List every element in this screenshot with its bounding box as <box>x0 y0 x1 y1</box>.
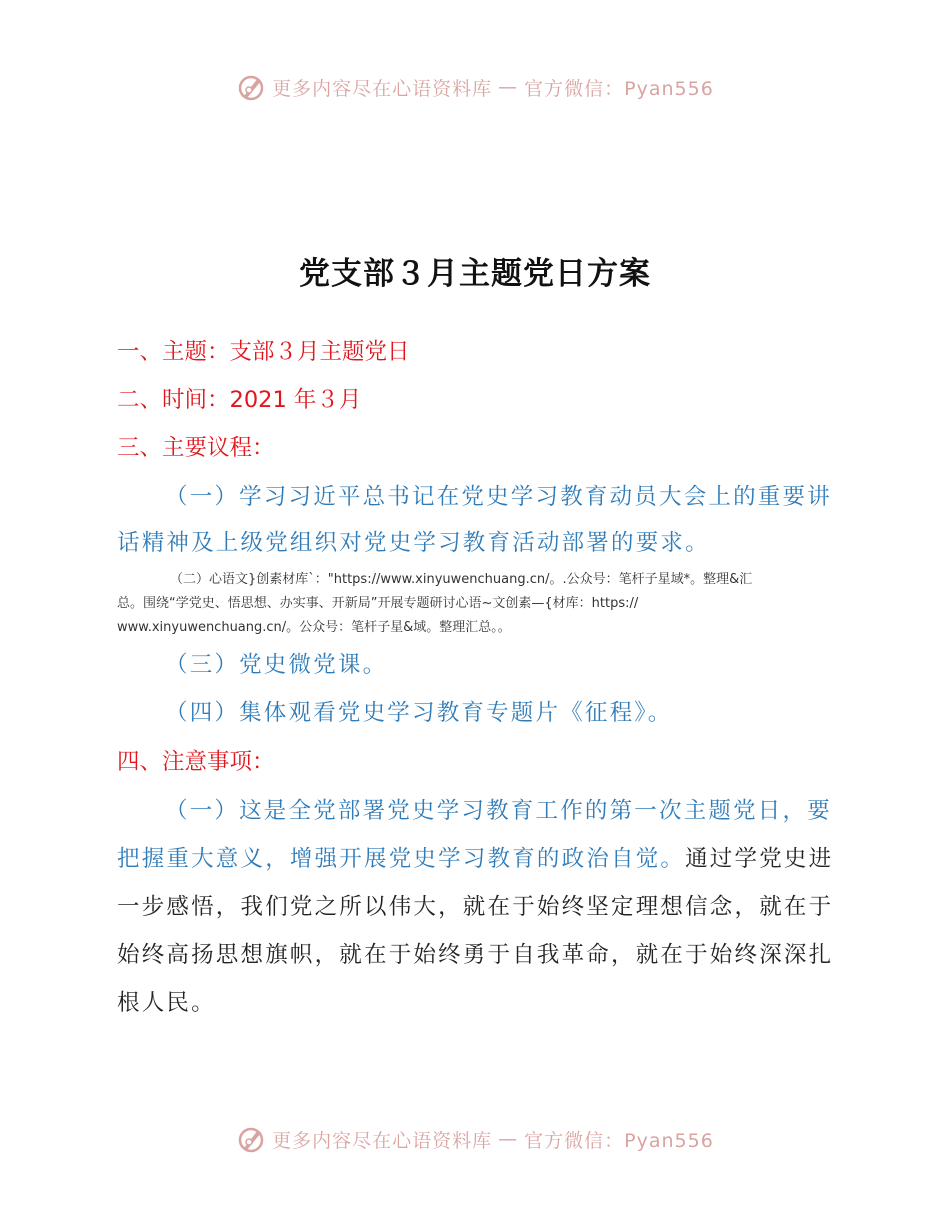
agenda-item-2-line-1: （二）心语文}创素材库`："https://www.xinyuwenchuang.cn/。.公众号：笔杆子星域*。整理&汇 <box>170 572 753 587</box>
watermark-wechat: 官方微信：Pyan556 <box>524 1129 714 1152</box>
agenda-item-2-line-3: www.xinyuwenchuang.cn/。公众号：笔杆子星&域。整理汇总。。 <box>117 620 511 635</box>
footer-watermark <box>0 1124 950 1154</box>
section-theme: 一、主题：支部３月主题党日 <box>117 339 410 365</box>
section-notes: 四、注意事项： <box>117 749 275 775</box>
note-1-line-2-black: 通过学党史进 <box>685 846 834 872</box>
agenda-item-3: （三）党史微党课。 <box>165 652 388 678</box>
agenda-item-1-line-1: （一）学习习近平总书记在党史学习教育动员大会上的重要讲 <box>165 484 832 510</box>
section-time: 二、时间：2021 年３月 <box>117 387 362 413</box>
watermark-separator: — <box>498 76 519 98</box>
agenda-item-1-line-2: 话精神及上级党组织对党史学习教育活动部署的要求。 <box>117 530 710 556</box>
agenda-item-4: （四）集体观看党史学习教育专题片《征程》。 <box>165 700 673 726</box>
note-1-line-3: 一步感悟，我们党之所以伟大，就在于始终坚定理想信念，就在于 <box>117 894 834 920</box>
section-agenda: 三、主要议程： <box>117 435 275 461</box>
header-watermark <box>0 72 950 102</box>
note-1-line-2 <box>117 834 837 884</box>
document-title: 党支部３月主题党日方案 <box>299 256 651 292</box>
note-1-line-5: 根人民。 <box>117 990 216 1016</box>
watermark-text: 更多内容尽在心语资料库 <box>272 77 493 100</box>
quill-logo-icon <box>236 72 266 102</box>
quill-logo-icon <box>236 1124 266 1154</box>
agenda-item-2-line-2: 总。围绕“学党史、悟思想、办实事、开新局”开展专题研讨心语~文创素—{材库：https:// <box>117 596 639 611</box>
note-1-line-1: （一）这是全党部署党史学习教育工作的第一次主题党日，要 <box>165 798 832 824</box>
watermark-separator: — <box>498 1128 519 1150</box>
note-1-line-4: 始终高扬思想旗帜，就在于始终勇于自我革命，就在于始终深深扎 <box>117 942 834 968</box>
watermark-wechat: 官方微信：Pyan556 <box>524 77 714 100</box>
note-1-line-2-blue: 把握重大意义，增强开展党史学习教育的政治自觉。 <box>117 846 686 872</box>
watermark-text: 更多内容尽在心语资料库 <box>272 1129 493 1152</box>
